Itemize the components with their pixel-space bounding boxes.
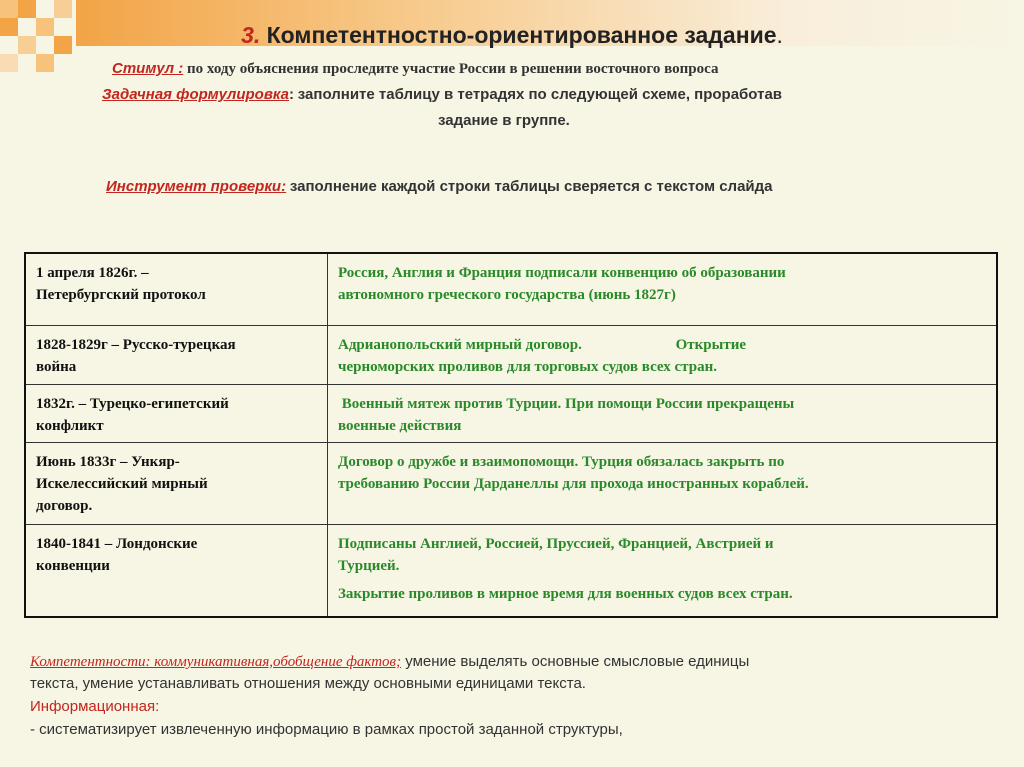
table-cell-event bbox=[26, 326, 328, 384]
table-row bbox=[26, 325, 996, 384]
tool-text: заполнение каждой строки таблицы сверяется с текстом слайда bbox=[289, 178, 773, 195]
table-cell-result bbox=[328, 385, 996, 442]
cell-text: черноморских проливов для торговых судов всех стран. bbox=[338, 359, 717, 375]
cell-text: автономного греческого государства (июнь 1827г) bbox=[338, 287, 676, 303]
cell-text: военные действия bbox=[338, 418, 462, 434]
info-label: Информационная: bbox=[30, 698, 160, 715]
cell-text: Петербургский протокол bbox=[36, 287, 206, 303]
cell-text: Турцией. bbox=[338, 558, 400, 574]
competence-label: Компетентности: коммуникативная,обобщение фактов; bbox=[30, 654, 402, 670]
table-cell-event bbox=[26, 254, 328, 325]
stimulus-line bbox=[112, 60, 718, 78]
events-table bbox=[24, 252, 998, 618]
cell-text: договор. bbox=[36, 498, 93, 514]
title-text: Компетентностно-ориентированное задание bbox=[266, 22, 777, 48]
task-label: Задачная формулировка bbox=[102, 86, 290, 103]
decor-square-2 bbox=[18, 0, 36, 18]
table-cell-event bbox=[26, 525, 328, 616]
cell-text: Подписаны Англией, Россией, Пруссией, Францией, Австрией и bbox=[338, 536, 774, 552]
task-text-2: задание в группе. bbox=[438, 112, 570, 129]
task-line bbox=[102, 86, 782, 104]
cell-text: 1 апреля 1826г. – bbox=[36, 265, 149, 281]
table-cell-event bbox=[26, 443, 328, 524]
title-end: . bbox=[776, 22, 783, 48]
competence-line-2 bbox=[30, 674, 586, 694]
cell-text: Военный мятеж против Турции. При помощи России прекращены bbox=[338, 396, 795, 412]
table-row bbox=[26, 524, 996, 616]
cell-text: война bbox=[36, 359, 77, 375]
competence-line bbox=[30, 652, 749, 672]
table-row bbox=[26, 254, 996, 325]
tool-line bbox=[106, 178, 773, 196]
competence-text-1: умение выделять основные смысловые единицы bbox=[401, 653, 750, 670]
table-cell-result bbox=[328, 525, 996, 616]
cell-text: требованию России Дарданеллы для прохода иностранных кораблей. bbox=[338, 476, 809, 492]
info-text-line bbox=[30, 720, 623, 740]
table-row bbox=[26, 384, 996, 442]
cell-text: 1832г. – Турецко-египетский bbox=[36, 396, 229, 412]
task-line-2 bbox=[438, 112, 570, 130]
cell-text: Договор о дружбе и взаимопомощи. Турция обязалась закрыть по bbox=[338, 454, 785, 470]
info-line bbox=[30, 697, 159, 717]
cell-text: конфликт bbox=[36, 418, 104, 434]
decor-square-3 bbox=[54, 0, 72, 18]
decor-square-1 bbox=[0, 0, 18, 18]
stimulus-label: Стимул : bbox=[112, 60, 184, 77]
task-sep: : bbox=[289, 86, 295, 103]
cell-text: Россия, Англия и Франция подписали конвенцию об образовании bbox=[338, 265, 786, 281]
page-title bbox=[0, 22, 1024, 49]
decor-square-8 bbox=[0, 54, 18, 72]
stimulus-text: по ходу объяснения проследите участие России в решении восточного вопроса bbox=[187, 61, 719, 77]
cell-text: 1840-1841 – Лондонские bbox=[36, 536, 198, 552]
info-text: - систематизирует извлеченную информацию в рамках простой заданной структуры, bbox=[30, 721, 623, 738]
title-number: 3. bbox=[241, 22, 261, 48]
task-text-1: заполните таблицу в тетрадях по следующей схеме, проработав bbox=[297, 86, 783, 103]
cell-text: Июнь 1833г – Ункяр- bbox=[36, 454, 180, 470]
table-cell-result bbox=[328, 443, 996, 524]
competence-text-2: текста, умение устанавливать отношения между основными единицами текста. bbox=[30, 675, 586, 692]
cell-text: Закрытие проливов в мирное время для военных судов всех стран. bbox=[338, 586, 793, 602]
cell-text: Адрианопольский мирный договор. Открытие bbox=[338, 337, 747, 353]
tool-label: Инструмент проверки: bbox=[106, 178, 287, 195]
decor-square-9 bbox=[36, 54, 54, 72]
table-cell-result bbox=[328, 254, 996, 325]
table-cell-result bbox=[328, 326, 996, 384]
cell-text: конвенции bbox=[36, 558, 110, 574]
table-cell-event bbox=[26, 385, 328, 442]
cell-text: Искелессийский мирный bbox=[36, 476, 208, 492]
cell-text: 1828-1829г – Русско-турецкая bbox=[36, 337, 236, 353]
table-row bbox=[26, 442, 996, 524]
